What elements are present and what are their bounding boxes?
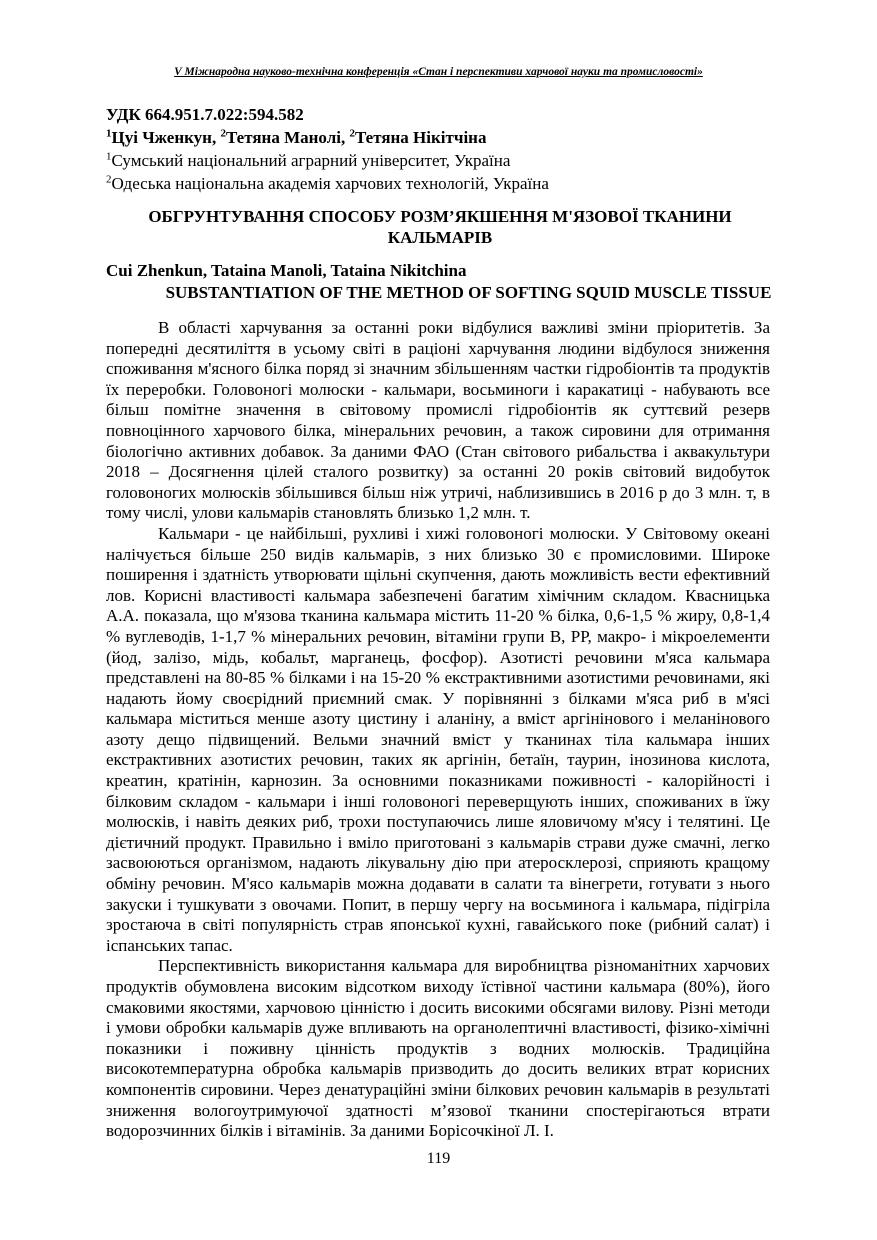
author-sup: 2: [349, 127, 355, 140]
body-text: [106, 318, 770, 1142]
affiliation: [106, 149, 549, 172]
author-sup: 2: [220, 127, 226, 140]
title-english: SUBSTANTIATION OF THE METHOD OF SOFTING SQUID MUSCLE TISSUE: [165, 283, 772, 302]
paragraph: Перспективність використання кальмара для виробництва різноманітних харчових продуктів обумовлена високим відсотком виходу їстівної частини кальмара (80%), його смаковими якостями, харчовою цінністю і досить високими обсягами вилову. Різні методи і умови обробки кальмарів дуже впливають на органолептичні властивості, фізико-хімічні показники і поживну цінність продуктів з водних молюсків. Традиційна високотемпературна обробка кальмарів призводить до досить великих втрат корисних компонентів сировини. Через денатураційні зміни білкових речовин кальмарів в результаті зниження вологоутримуючої здатності м’язової тканини спостерігаються втрати водорозчинних білків і вітамінів. За даними Борісочкіної Л. І.: [106, 956, 770, 1141]
authors-english: Cui Zhenkun, Tataina Manoli, Tataina Nikitchina: [106, 261, 467, 280]
author-sup: 1: [106, 127, 112, 140]
affiliation-sup: 2: [106, 173, 112, 186]
affiliation-text: Одеська національна академія харчових технологій, Україна: [111, 174, 549, 193]
author-name: Цуі Чженкун,: [111, 128, 221, 147]
running-header: V Міжнародна науково-технічна конференція «Стан і перспективи харчової науки та промисловості»: [174, 66, 703, 78]
article-meta: [106, 103, 549, 195]
paragraph: Кальмари - це найбільші, рухливі і хижі головоногі молюски. У Світовому океані налічується більше 250 видів кальмарів, з них близько 30 є промисловими. Широке поширення і здатність утворювати щільні скупчення, дають можливість вести ефективний лов. Корисні властивості кальмара забезпечені багатим хімічним складом. Квасницька А.А. показала, що м'язова тканина кальмара містить 11-20 % білка, 0,6-1,5 % жиру, 0,8-1,4 % вуглеводів, 1-1,7 % мінеральних речовин, вітаміни групи В, РР, макро- і мікроелементи (йод, залізо, мідь, кобальт, марганець, фосфор). Азотисті речовини м'яса кальмара представлені на 80-85 % білками і на 15-20 % екстрактивними азотистими речовинами, які надають йому своєрідний приємний смак. У порівнянні з білками м'яса риб в м'ясі кальмара міститься менше азоту цистину і аланіну, а вміст аргінінового і меланінового азоту дещо підвищений. Вельми значний вміст у тканинах тіла кальмара інших екстрактивних азотистих речовин, таких як аргінін, бетаїн, таурин, інозинова кислота, креатин, кратінін, карнозин. За основними показниками поживності - калорійності і білковим складом - кальмари і інші головоногі переверщують інших, споживаних в їжу молюсків, і навіть деяких риб, трохи поступаючись лише яловичому м'ясу і телятині. Це дієтичний продукт. Правильно і вміло приготовані з кальмарів страви дуже смачні, легко засвоюються організмом, надають лікувальну дію при атеросклерозі, сприяють кращому обміну речовин. М'ясо кальмарів можна додавати в салати та вінегрети, готувати з нього закуски і тушкувати з овочами. Попит, в першу чергу на восьминога і кальмара, підігріла зростаюча в світі популярність страв японської кухні, гавайського поке (рибний салат) і іспанських тапас.: [106, 523, 770, 955]
page-number: 119: [426, 1150, 451, 1167]
title-ukrainian-line: КАЛЬМАРІВ: [387, 228, 493, 247]
udc-code: УДК 664.951.7.022:594.582: [106, 105, 304, 124]
title-ukrainian-line: ОБГРУНТУВАННЯ СПОСОБУ РОЗМ’ЯКШЕННЯ М'ЯЗОВОЇ ТКАНИНИ: [148, 207, 732, 226]
title-ukrainian: [110, 206, 770, 248]
affiliation-sup: 1: [106, 150, 112, 163]
affiliation-text: Сумський національний аграрний університет, Україна: [111, 151, 511, 170]
author-list: [106, 126, 549, 149]
author-name: Тетяна Нікітчіна: [354, 128, 487, 147]
affiliation: [106, 172, 549, 195]
paragraph: В області харчування за останні роки відбулися важливі зміни пріоритетів. За попередні десятиліття в усьому світі в раціоні харчування людини відбулося зниження споживання м'ясного білка поряд зі значним збільшенням частки гідробіонтів та продуктів їх переробки. Головоногі молюски - кальмари, восьминоги і каракатиці - набувають все більш помітне значення в світовому промислі гідробіонтів як суттєвий резерв повноцінного харчового білка, мінеральних речовин, а також сировини для отримання біологічно активних добавок. За даними ФАО (Стан світового рибальства і аквакультури 2018 – Досягнення цілей сталого розвитку) за останні 20 років світовий видобуток головоногих молюсків збільшився більш ніж утричі, наблизившись в 2016 р до 3 млн. т, в тому числі, улови кальмарів становлять близько 1,2 млн. т.: [106, 318, 770, 523]
author-name: Тетяна Манолі,: [225, 128, 350, 147]
